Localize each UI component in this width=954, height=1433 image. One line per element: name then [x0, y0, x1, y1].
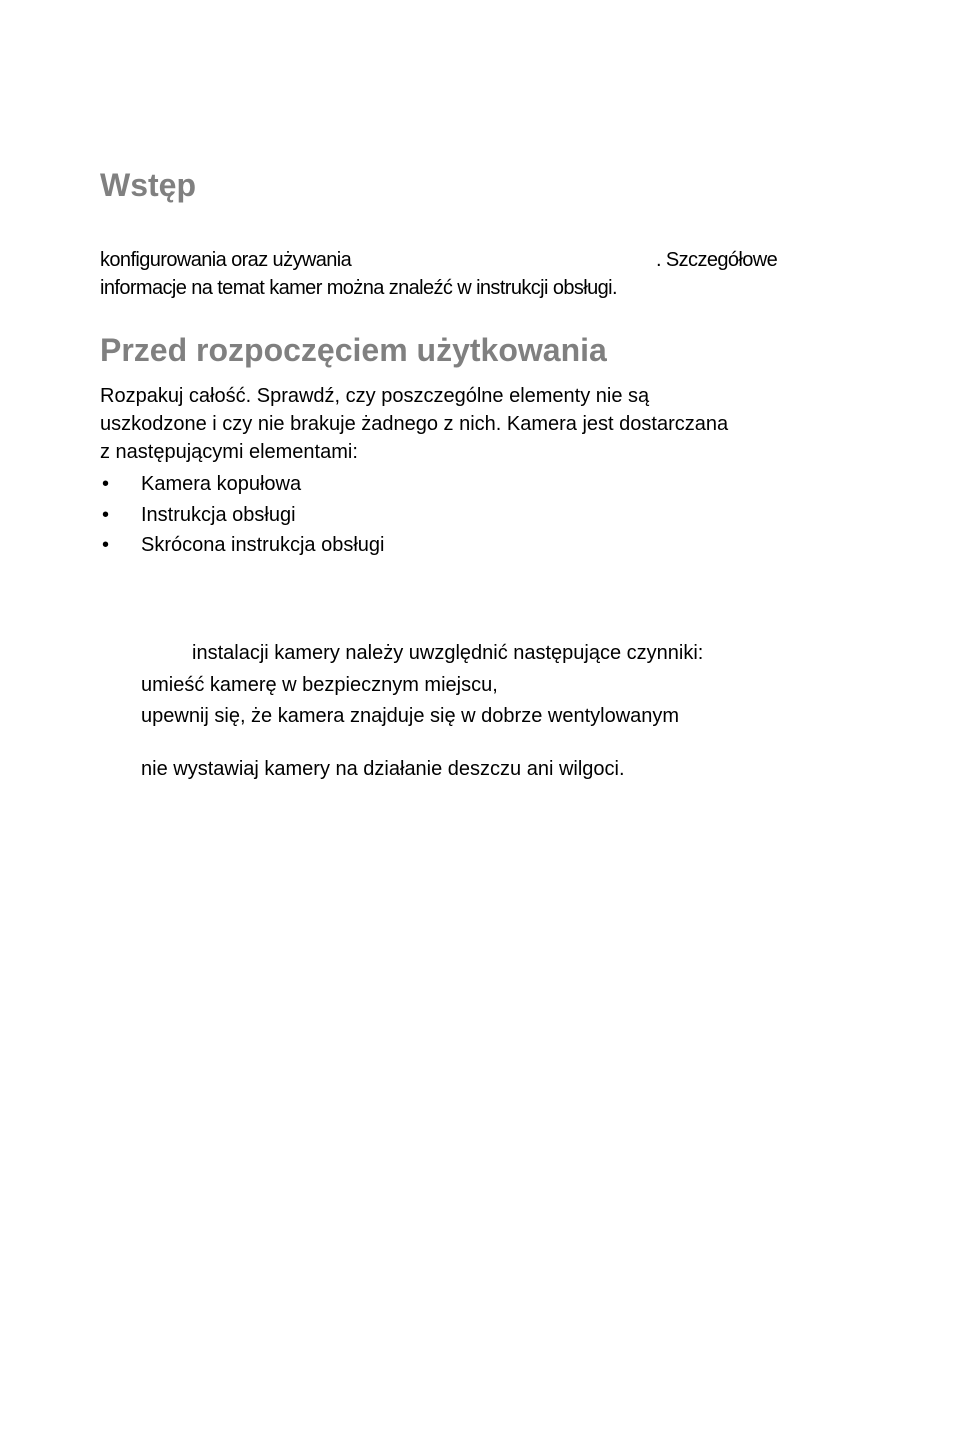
installation-intro: instalacji kamery należy uwzględnić następujące czynniki:	[192, 642, 704, 664]
section-heading-intro: Wstęp	[100, 167, 196, 203]
installation-item: nie wystawiaj kamery na działanie deszczu ani wilgoci.	[141, 758, 625, 780]
section-heading-before-use: Przed rozpoczęciem użytkowania	[100, 332, 607, 368]
bullet-icon: •	[102, 473, 110, 495]
paragraph-line: Rozpakuj całość. Sprawdź, czy poszczególne elementy nie są	[100, 385, 650, 407]
bullet-icon: •	[102, 534, 110, 556]
paragraph-line: uszkodzone i czy nie brakuje żadnego z nich. Kamera jest dostarczana	[100, 413, 729, 435]
bullet-icon: •	[102, 504, 110, 526]
installation-item: umieść kamerę w bezpiecznym miejscu,	[141, 674, 498, 696]
list-item: Kamera kopułowa	[141, 473, 302, 495]
installation-item: upewnij się, że kamera znajduje się w dobrze wentylowanym	[141, 705, 680, 727]
paragraph-line: z następującymi elementami:	[100, 441, 358, 463]
intro-text-line: konfigurowania oraz używania	[100, 249, 352, 271]
intro-text-line: informacje na temat kamer można znaleźć w instrukcji obsługi.	[100, 277, 617, 299]
intro-text-line: . Szczegółowe	[656, 249, 778, 271]
list-item: Skrócona instrukcja obsługi	[141, 534, 385, 556]
list-item: Instrukcja obsługi	[141, 504, 296, 526]
